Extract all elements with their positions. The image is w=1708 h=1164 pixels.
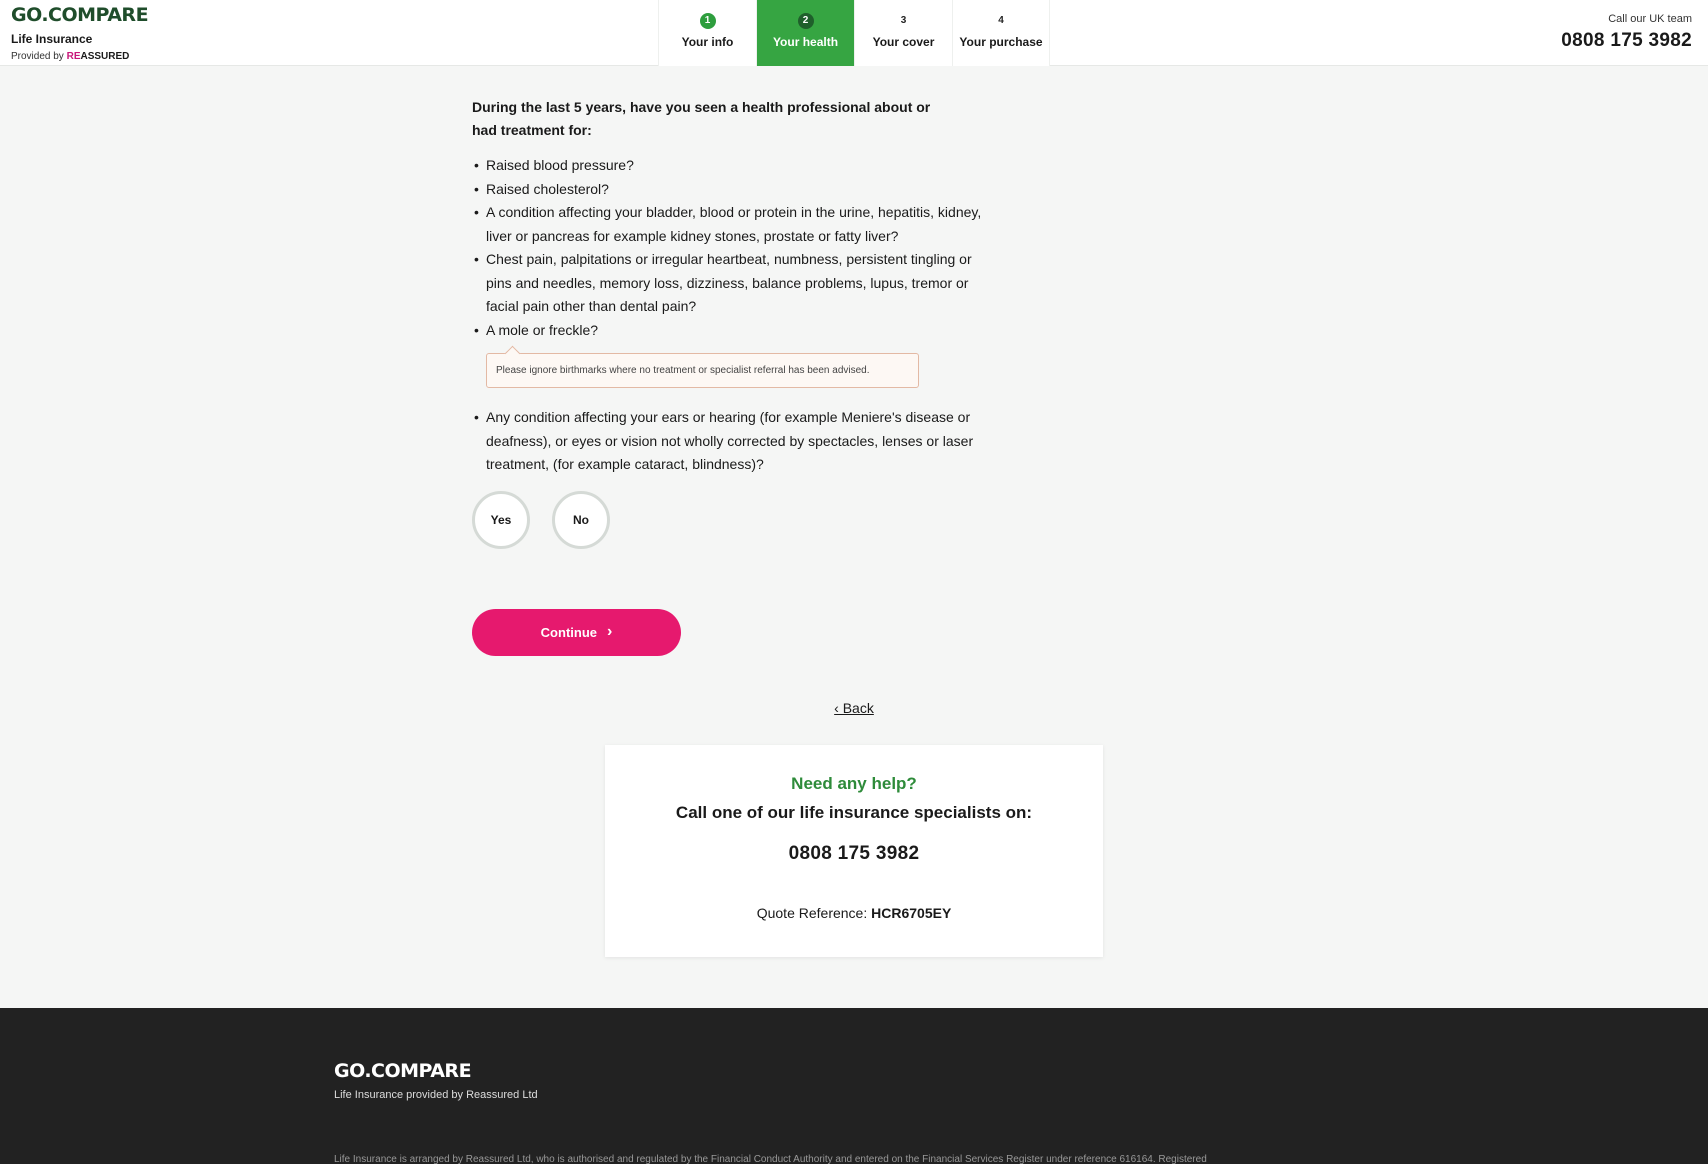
list-item: • Raised cholesterol? [472,178,992,202]
step-label: Your cover [872,35,935,49]
call-team-label: Call our UK team [1608,13,1692,25]
quote-reference [605,905,1103,921]
product-name: Life Insurance [11,32,93,46]
footer-logo[interactable]: GO.COMPARE [334,1060,472,1082]
chevron-right-icon: › [607,623,613,640]
back-link[interactable]: ‹ Back [834,700,874,716]
provided-by [11,51,148,62]
site-header [0,0,1708,66]
continue-button[interactable] [472,609,681,656]
footer-subtitle: Life Insurance provided by Reassured Ltd [334,1089,538,1101]
step-your-purchase [952,0,1050,66]
yes-button[interactable]: Yes [472,491,530,549]
reassured-logo: REASSURED [66,51,130,62]
footer-legal-text: Life Insurance is arranged by Reassured Ltd, who is authorised and regulated by the Financial Conduct Authority and entered on the Financial Services Register under reference 616164. Registered [334,1154,1207,1164]
step-number: 3 [900,15,907,26]
no-button[interactable]: No [552,491,610,549]
list-item: • A mole or freckle? [472,319,992,343]
step-label: Your purchase [959,35,1043,49]
gocompare-logo[interactable]: GO.COMPARE [11,4,149,26]
help-box [605,745,1103,957]
header-phone-number[interactable]: 0808 175 3982 [1561,30,1692,51]
provided-by-label: Provided by [11,51,64,62]
site-footer [0,1008,1708,1164]
list-item: • Raised blood pressure? [472,154,992,178]
continue-label: Continue [540,624,597,640]
condition-list-continued [472,406,992,477]
step-your-info[interactable] [658,0,756,66]
condition-list [472,154,992,342]
quote-reference-label: Quote Reference: [756,905,868,921]
brand[interactable] [11,5,148,62]
step-label: Your info [681,35,734,49]
list-item: • Any condition affecting your ears or hearing (for example Meniere's disease or deafness), or eyes or vision not wholly corrected by spectacles, lenses or laser treatment, (for example cataract, blindness)? [472,406,992,477]
help-phone-number[interactable]: 0808 175 3982 [788,843,920,864]
step-label: Your health [772,35,839,49]
call-team [1561,13,1692,52]
question-title: During the last 5 years, have you seen a health professional about or had treatment for: [472,99,931,138]
step-your-cover [854,0,952,66]
step-your-health[interactable] [756,0,854,66]
answer-options [472,491,992,549]
progress-steps [658,0,1050,66]
help-subtitle: Call one of our life insurance specialists on: [675,803,1033,822]
quote-reference-value: HCR6705EY [871,905,952,921]
step-number: 2 [798,13,814,29]
birthmark-tip: Please ignore birthmarks where no treatment or specialist referral has been advised. [486,353,919,388]
list-item: • A condition affecting your bladder, blood or protein in the urine, hepatitis, kidney, liver or pancreas for example kidney stones, prostate or fatty liver? [472,201,992,248]
health-question [472,96,992,656]
step-number: 1 [700,13,716,29]
list-item: • Chest pain, palpitations or irregular heartbeat, numbness, persistent tingling or pins and needles, memory loss, dizziness, balance problems, lupus, tremor or facial pain other than dental pain? [472,248,992,319]
help-title: Need any help? [791,774,917,793]
step-number: 4 [998,15,1004,26]
